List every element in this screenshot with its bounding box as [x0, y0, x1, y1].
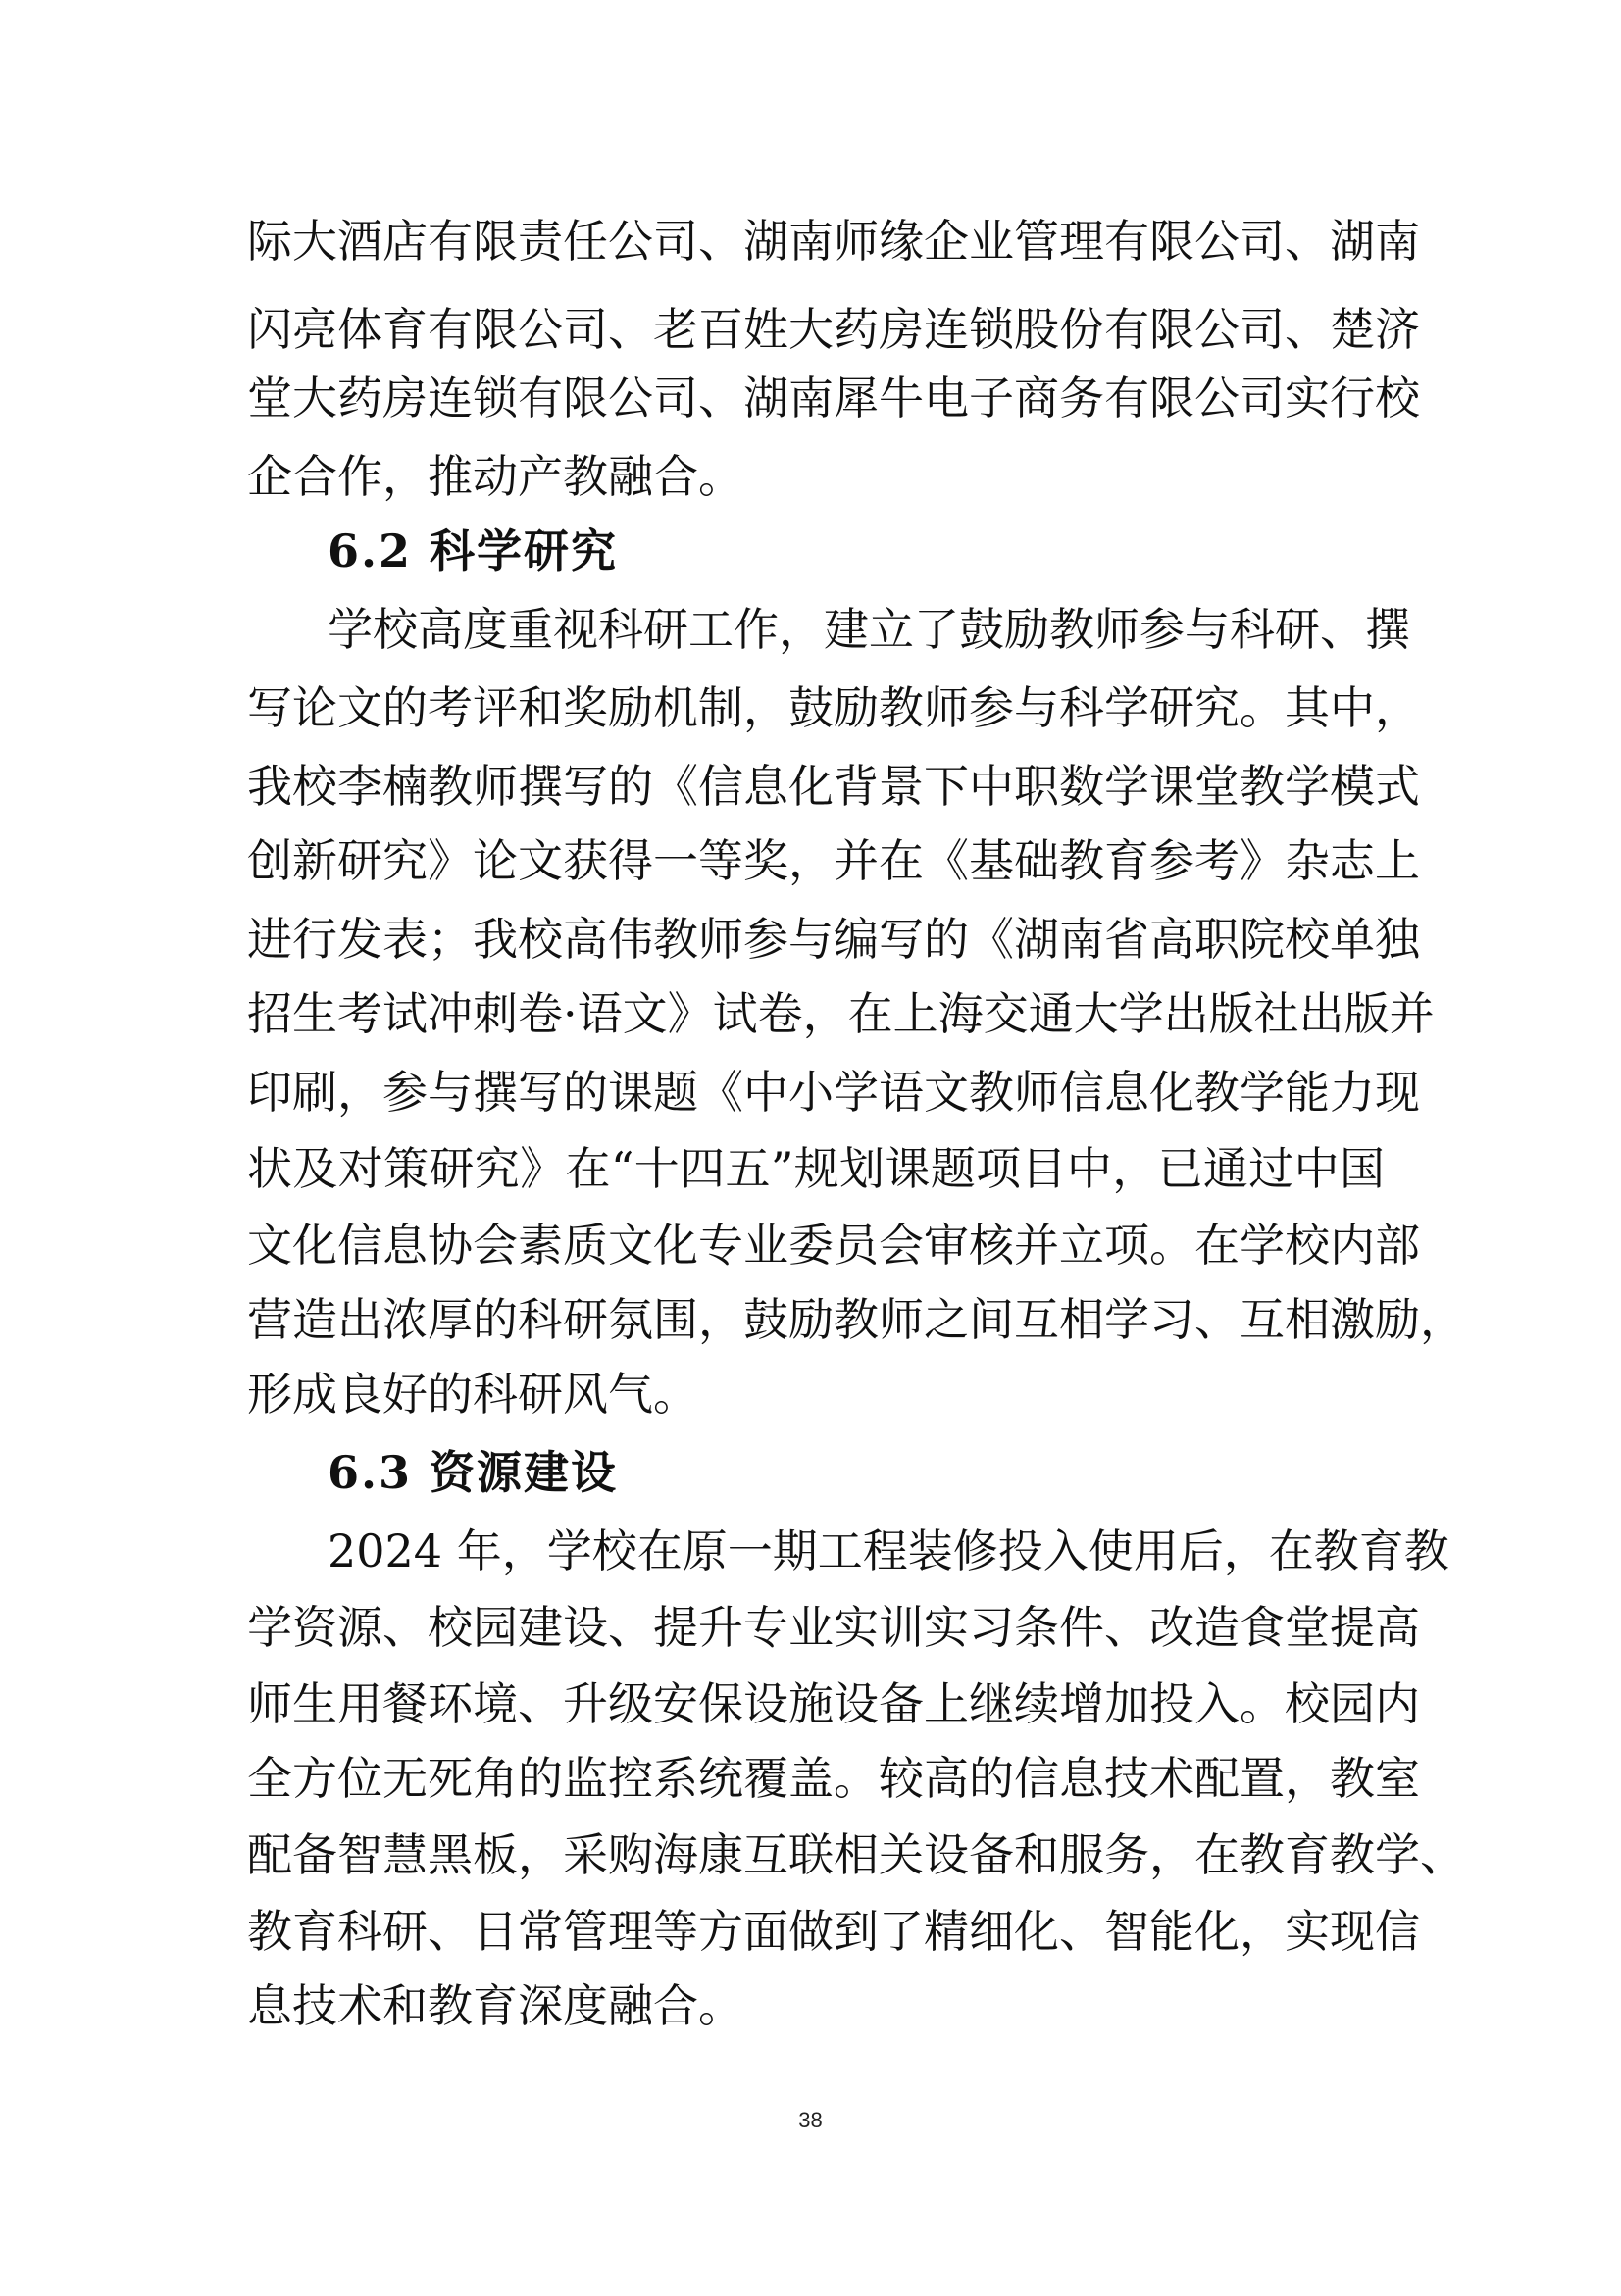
paragraph-line: 教育科研、日常管理等方面做到了精细化、智能化，实现信 [247, 1905, 1420, 1958]
paragraph-line: 印刷，参与撰写的课题《中小学语文教师信息化教学能力现 [247, 1066, 1420, 1119]
paragraph-line: 配备智慧黑板，采购海康互联相关设备和服务，在教育教学、 [247, 1828, 1465, 1881]
paragraph-line: 写论文的考评和奖励机制，鼓励教师参与科学研究。其中， [247, 681, 1420, 734]
paragraph-line: 状及对策研究》在“十四五”规划课题项目中，已通过中国 [247, 1142, 1385, 1195]
paragraph-line: 招生考试冲刺卷·语文》试卷，在上海交通大学出版社出版并 [247, 987, 1435, 1040]
paragraph-line: 堂大药房连锁有限公司、湖南犀牛电子商务有限公司实行校 [247, 372, 1420, 424]
section-heading-research: 6.2 科学研究 [328, 524, 619, 577]
paragraph-line: 全方位无死角的监控系统覆盖。较高的信息技术配置，教室 [247, 1752, 1420, 1805]
paragraph-line: 际大酒店有限责任公司、湖南师缘企业管理有限公司、湖南 [247, 215, 1420, 268]
paragraph-line: 企合作，推动产教融合。 [247, 450, 743, 503]
paragraph-line: 师生用餐环境、升级安保设施设备上继续增加投入。校园内 [247, 1677, 1420, 1730]
paragraph-line: 闪亮体育有限公司、老百姓大药房连锁股份有限公司、楚济 [247, 303, 1420, 356]
paragraph-line: 创新研究》论文获得一等奖，并在《基础教育参考》杂志上 [247, 834, 1420, 887]
paragraph-line: 2024 年，学校在原一期工程装修投入使用后，在教育教 [328, 1524, 1449, 1577]
paragraph-line: 学校高度重视科研工作，建立了鼓励教师参与科研、撰 [328, 603, 1410, 656]
paragraph-line: 学资源、校园建设、提升专业实训实习条件、改造食堂提高 [247, 1601, 1420, 1654]
paragraph-line: 息技术和教育深度融合。 [247, 1979, 743, 2032]
paragraph-line: 形成良好的科研风气。 [247, 1368, 698, 1421]
paragraph-line: 进行发表；我校高伟教师参与编写的《湖南省高职院校单独 [247, 913, 1420, 966]
page-number: 38 [798, 2108, 823, 2132]
paragraph-line: 文化信息协会素质文化专业委员会审核并立项。在学校内部 [247, 1219, 1420, 1272]
paragraph-line: 营造出浓厚的科研氛围，鼓励教师之间互相学习、互相激励， [247, 1293, 1465, 1346]
paragraph-line: 我校李楠教师撰写的《信息化背景下中职数学课堂教学模式 [247, 760, 1420, 813]
section-heading-resources: 6.3 资源建设 [328, 1446, 619, 1499]
